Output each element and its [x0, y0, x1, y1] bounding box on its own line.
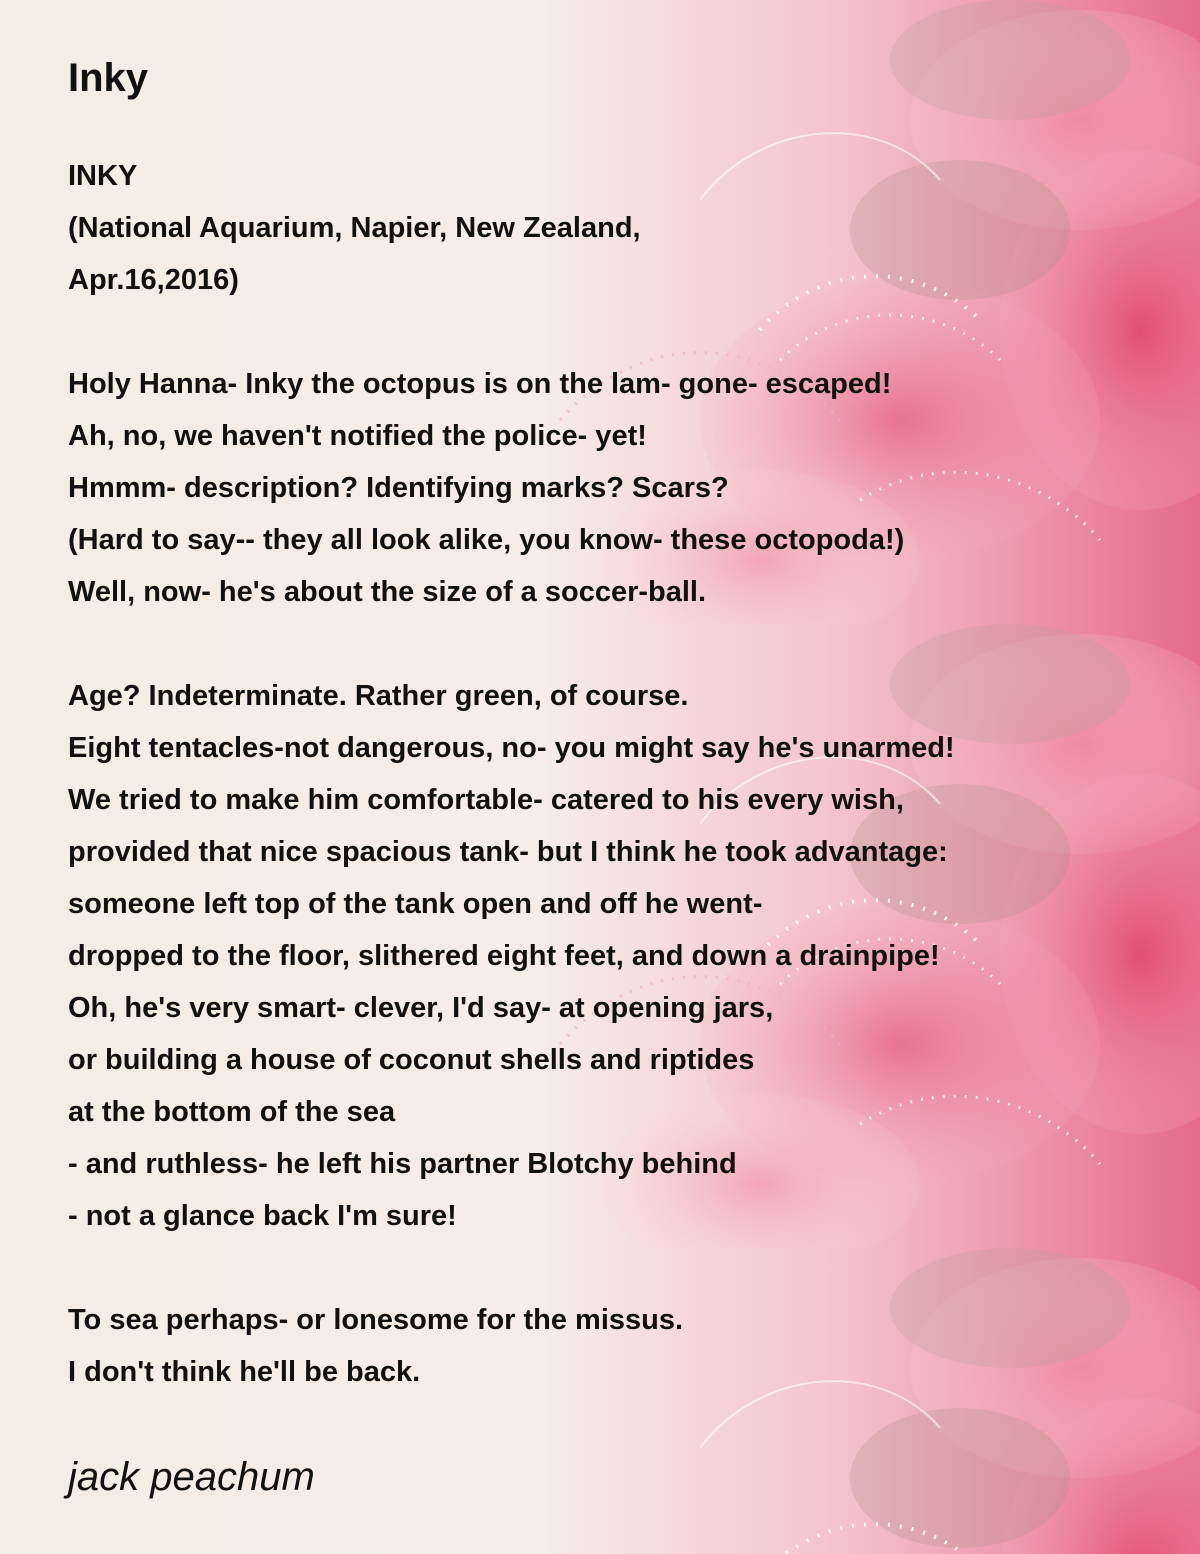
- poem-line: Ah, no, we haven't notified the police- yet!: [68, 420, 647, 452]
- stanza-break: [68, 618, 1148, 670]
- poem-line: Holy Hanna- Inky the octopus is on the lam- gone- escaped!: [68, 368, 892, 400]
- poem-author: jack peachum: [68, 1455, 315, 1499]
- stanza-break: [68, 1242, 1148, 1294]
- poem-line: Oh, he's very smart- clever, I'd say- at opening jars,: [68, 992, 774, 1024]
- stanza-break: [68, 306, 1148, 358]
- poem-line: someone left top of the tank open and off he went-: [68, 888, 763, 920]
- poem-line: - not a glance back I'm sure!: [68, 1200, 457, 1232]
- poem-line: dropped to the floor, slithered eight feet, and down a drainpipe!: [68, 940, 940, 972]
- poem-line: at the bottom of the sea: [68, 1096, 396, 1128]
- poem-line: (National Aquarium, Napier, New Zealand,: [68, 212, 641, 244]
- poem-line: Hmmm- description? Identifying marks? Scars?: [68, 472, 729, 504]
- poem-line: We tried to make him comfortable- catered to his every wish,: [68, 784, 904, 816]
- poem-line: Apr.16,2016): [68, 264, 239, 296]
- poem-line: Age? Indeterminate. Rather green, of course.: [68, 680, 689, 712]
- poem-title: Inky: [68, 56, 149, 100]
- poem-line: provided that nice spacious tank- but I think he took advantage:: [68, 836, 948, 868]
- poem-line: or building a house of coconut shells and riptides: [68, 1044, 755, 1076]
- poem-line: Eight tentacles-not dangerous, no- you might say he's unarmed!: [68, 732, 955, 764]
- poem-line: - and ruthless- he left his partner Blotchy behind: [68, 1148, 737, 1180]
- poem-line: To sea perhaps- or lonesome for the missus.: [68, 1304, 684, 1336]
- poem-line: INKY: [68, 160, 138, 192]
- poem-line: I don't think he'll be back.: [68, 1356, 421, 1388]
- poem-body: [68, 150, 1148, 1398]
- poem-line: (Hard to say-- they all look alike, you know- these octopoda!): [68, 524, 905, 556]
- poem-line: Well, now- he's about the size of a soccer-ball.: [68, 576, 707, 608]
